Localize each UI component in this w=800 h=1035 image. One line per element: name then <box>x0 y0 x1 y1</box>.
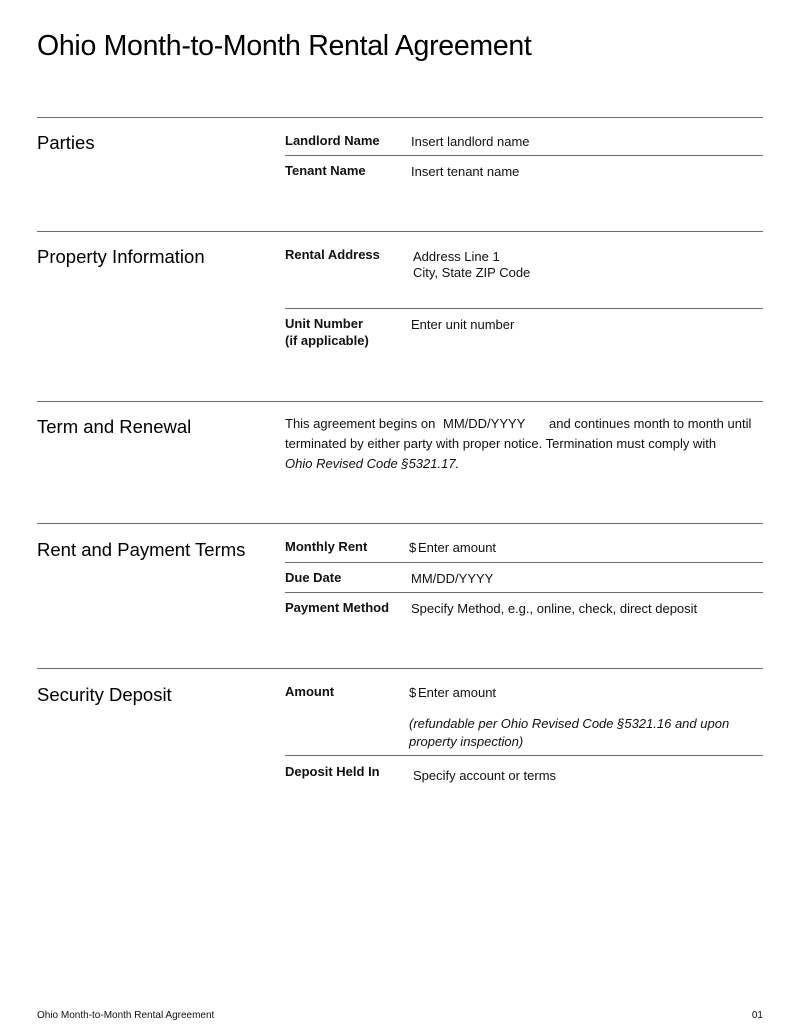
currency-symbol: $ <box>409 540 417 555</box>
tenant-name-label: Tenant Name <box>285 163 366 178</box>
rental-address-label: Rental Address <box>285 247 380 262</box>
payment-method-field[interactable]: Specify Method, e.g., online, check, direct deposit <box>411 601 698 616</box>
section-divider <box>37 231 763 232</box>
section-divider <box>37 401 763 402</box>
unit-number-sublabel: (if applicable) <box>285 333 369 348</box>
section-heading-parties: Parties <box>37 132 95 153</box>
section-divider <box>37 523 763 524</box>
field-divider <box>285 308 763 309</box>
deposit-note-line1: (refundable per Ohio Revised Code §5321.16 and upon <box>409 716 730 731</box>
start-date-field[interactable]: MM/DD/YYYY <box>443 416 526 431</box>
term-paragraph <box>285 414 765 474</box>
landlord-name-field[interactable]: Insert landlord name <box>411 134 530 149</box>
section-divider <box>37 117 763 118</box>
term-text-after: and continues month to month until <box>549 416 752 431</box>
term-text-line2: terminated by either party with proper notice. Termination must comply with <box>285 436 717 451</box>
tenant-name-field[interactable]: Insert tenant name <box>411 164 520 179</box>
section-heading-property: Property Information <box>37 246 205 267</box>
deposit-note-line2: property inspection) <box>409 734 524 749</box>
section-heading-term: Term and Renewal <box>37 416 192 437</box>
field-divider <box>285 755 763 756</box>
deposit-amount-field[interactable]: Enter amount <box>418 685 497 700</box>
deposit-held-in-field[interactable]: Specify account or terms <box>413 768 557 783</box>
rental-address-line1-field[interactable]: Address Line 1 <box>413 249 500 264</box>
section-heading-rent: Rent and Payment Terms <box>37 539 246 560</box>
unit-number-label: Unit Number <box>285 316 363 331</box>
document-title: Ohio Month-to-Month Rental Agreement <box>37 30 532 62</box>
rental-address-line2-field[interactable]: City, State ZIP Code <box>413 265 531 280</box>
section-heading-deposit: Security Deposit <box>37 684 172 705</box>
field-divider <box>285 155 763 156</box>
deposit-amount-label: Amount <box>285 684 335 699</box>
page-number: 01 <box>751 1010 763 1021</box>
landlord-name-label: Landlord Name <box>285 133 380 148</box>
section-divider <box>37 668 763 669</box>
due-date-field[interactable]: MM/DD/YYYY <box>411 571 494 586</box>
field-divider <box>285 562 763 563</box>
currency-symbol: $ <box>409 685 417 700</box>
term-citation: Ohio Revised Code §5321.17. <box>285 456 460 471</box>
monthly-rent-field[interactable]: Enter amount <box>418 540 497 555</box>
payment-method-label: Payment Method <box>285 600 390 615</box>
monthly-rent-label: Monthly Rent <box>285 539 368 554</box>
footer-title: Ohio Month-to-Month Rental Agreement <box>37 1010 215 1021</box>
field-divider <box>285 592 763 593</box>
unit-number-field[interactable]: Enter unit number <box>411 317 515 332</box>
term-text-before: This agreement begins on <box>285 416 436 431</box>
due-date-label: Due Date <box>285 570 342 585</box>
deposit-held-in-label: Deposit Held In <box>285 764 380 779</box>
